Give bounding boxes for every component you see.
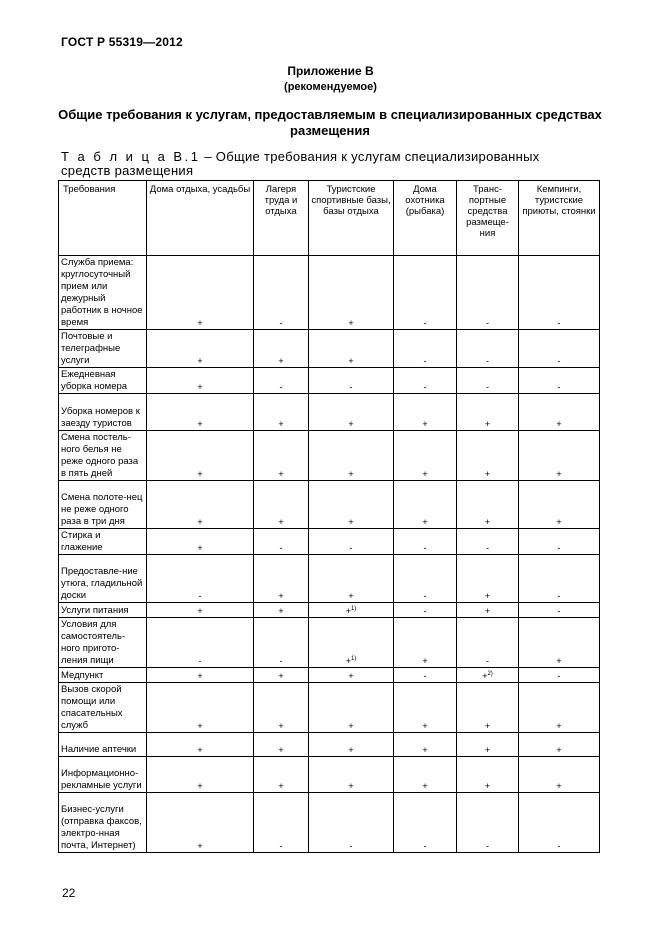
requirement-value [457,793,519,853]
requirement-value [309,394,394,431]
requirement-name: Предоставле-ние утюга, гладильной доски [59,555,147,603]
requirement-value [147,733,254,757]
requirement-value [519,368,600,394]
value-mark: - [349,382,353,392]
requirement-value [254,481,309,529]
requirement-value [147,529,254,555]
value-mark: + [556,419,562,429]
requirement-value [519,668,600,683]
requirement-value [309,683,394,733]
requirement-value [519,481,600,529]
requirement-value [519,793,600,853]
value-mark: + [556,656,562,666]
requirement-value [147,618,254,668]
requirement-value [147,555,254,603]
requirement-value [394,256,457,330]
requirement-value [394,618,457,668]
table-caption-label: Т а б л и ц а В.1 [61,149,201,164]
value-mark: + [278,469,284,479]
value-mark: + [348,469,354,479]
value-mark: - [279,382,283,392]
requirement-value [309,431,394,481]
requirement-value [309,618,394,668]
value-mark: - [198,591,202,601]
value-mark: + [278,671,284,681]
value-mark: - [557,318,561,328]
value-mark: + [482,671,488,681]
requirement-value [254,256,309,330]
requirement-value [254,793,309,853]
footnote-ref: 1) [350,606,357,612]
value-mark: + [422,419,428,429]
value-mark: + [345,606,351,616]
value-mark: + [197,781,203,791]
requirement-value [394,683,457,733]
footnote-ref: 1) [350,656,357,662]
table-body [59,256,600,853]
value-mark: + [348,671,354,681]
requirement-value [519,394,600,431]
value-mark: + [348,318,354,328]
requirement-name: Наличие аптечки [59,733,147,757]
requirement-value [394,431,457,481]
page-number: 22 [62,886,76,900]
requirement-value [394,603,457,618]
requirement-name: Стирка и глажение [59,529,147,555]
table-row [59,793,600,853]
requirement-value [457,757,519,793]
value-mark: - [423,543,427,553]
column-header: Дома отдыха, усадьбы [147,181,254,256]
value-mark: + [348,419,354,429]
value-mark: + [197,671,203,681]
value-mark: - [557,606,561,616]
value-mark: + [556,745,562,755]
value-mark: - [198,656,202,666]
table-row [59,555,600,603]
value-mark: - [423,356,427,366]
requirement-value [147,603,254,618]
value-mark: + [348,591,354,601]
table-row [59,481,600,529]
value-mark: + [278,721,284,731]
value-mark: + [422,656,428,666]
value-mark: + [197,356,203,366]
value-mark: + [197,543,203,553]
requirement-value [254,368,309,394]
value-mark: + [422,469,428,479]
requirement-name: Бизнес-услуги (отправка факсов, электро-нная почта, Интернет) [59,793,147,853]
value-mark: + [197,318,203,328]
requirement-value [457,529,519,555]
value-mark: - [557,543,561,553]
table-header-row [59,181,600,256]
requirement-value [254,757,309,793]
main-title: Общие требования к услугам, предоставляемым в специализированных средствах размещения [58,107,602,138]
requirements-table [58,180,600,853]
value-mark: - [486,356,489,366]
requirement-value [457,256,519,330]
requirement-value [147,256,254,330]
requirement-value [309,603,394,618]
requirement-value [147,793,254,853]
requirement-value [457,668,519,683]
requirement-value [394,481,457,529]
value-mark: + [556,721,562,731]
requirement-value [457,603,519,618]
requirement-value [309,481,394,529]
value-mark: - [486,543,489,553]
requirement-value [394,330,457,368]
table-row [59,618,600,668]
requirement-value [457,555,519,603]
value-mark: + [348,356,354,366]
requirement-value [394,757,457,793]
value-mark: + [197,745,203,755]
requirement-value [309,256,394,330]
table-row [59,529,600,555]
value-mark: - [349,543,353,553]
value-mark: + [197,606,203,616]
value-mark: - [486,656,489,666]
table-row [59,733,600,757]
requirement-value [519,431,600,481]
value-mark: - [423,671,427,681]
table-row [59,683,600,733]
value-mark: + [484,419,491,429]
requirement-value [519,733,600,757]
value-mark: - [423,318,427,328]
value-mark: - [423,382,427,392]
value-mark: - [279,318,283,328]
requirement-value [147,668,254,683]
value-mark: - [486,382,489,392]
requirement-value [254,618,309,668]
footnote-ref: 2) [487,671,493,677]
table-row [59,757,600,793]
value-mark: + [556,781,562,791]
table-row [59,330,600,368]
column-header: Дома охотника (рыбака) [394,181,457,256]
requirement-value [147,330,254,368]
value-mark: + [197,841,203,851]
value-mark: - [279,841,283,851]
requirement-name: Информационно-рекламные услуги [59,757,147,793]
requirement-name: Служба приема: круглосуточный прием или дежурный работник в ночное время [59,256,147,330]
requirement-value [309,330,394,368]
requirement-value [457,394,519,431]
requirement-value [457,481,519,529]
requirement-value [394,529,457,555]
document-code: ГОСТ Р 55319—2012 [61,35,183,49]
value-mark: + [278,419,284,429]
column-header: Требования [59,181,147,256]
requirement-value [394,555,457,603]
requirement-value [309,733,394,757]
table-caption-text: – Общие требования к услугам специализированных средств размещения [61,149,540,178]
column-header: Лагеря труда и отдыха [254,181,309,256]
table-row [59,603,600,618]
requirement-name: Уборка номеров к заезду туристов [59,394,147,431]
value-mark: - [349,841,353,851]
requirement-value [254,668,309,683]
value-mark: + [348,745,354,755]
value-mark: + [422,721,428,731]
value-mark: + [484,745,491,755]
value-mark: + [197,517,203,527]
requirement-value [394,668,457,683]
value-mark: - [557,671,561,681]
requirement-value [457,733,519,757]
value-mark: + [484,721,491,731]
requirement-value [147,481,254,529]
value-mark: + [348,721,354,731]
annex-status: (рекомендуемое) [284,81,377,93]
value-mark: - [423,591,427,601]
requirement-value [254,555,309,603]
table-row [59,431,600,481]
requirement-value [457,330,519,368]
value-mark: + [197,469,203,479]
requirement-name: Смена полоте-нец не реже одного раза в три дня [59,481,147,529]
requirement-name: Вызов скорой помощи или спасательных служб [59,683,147,733]
table-caption [61,150,581,178]
requirement-name: Ежедневная уборка номера [59,368,147,394]
value-mark: + [278,356,284,366]
requirement-name: Смена постель-ного белья не реже одного раза в пять дней [59,431,147,481]
requirement-value [457,431,519,481]
value-mark: - [279,656,283,666]
column-header: Кемпинги, туристские приюты, стоянки [519,181,600,256]
value-mark: + [348,517,354,527]
table-row [59,256,600,330]
requirement-value [394,394,457,431]
value-mark: + [278,606,284,616]
value-mark: - [486,841,489,851]
value-mark: + [556,469,562,479]
value-mark: - [557,382,561,392]
requirement-value [394,793,457,853]
requirement-value [394,733,457,757]
value-mark: + [197,419,203,429]
requirement-value [254,683,309,733]
requirement-name: Почтовые и телеграфные услуги [59,330,147,368]
value-mark: - [557,841,561,851]
value-mark: + [422,745,428,755]
requirement-name: Медпункт [59,668,147,683]
value-mark: + [422,517,428,527]
requirement-value [519,603,600,618]
value-mark: - [557,591,561,601]
requirement-value [519,618,600,668]
requirement-value [309,757,394,793]
requirement-value [519,757,600,793]
requirement-value [519,256,600,330]
column-header: Транс-портные средства размеще-ния [457,181,519,256]
requirement-value [457,683,519,733]
value-mark: + [278,517,284,527]
value-mark: + [484,781,491,791]
value-mark: - [279,543,283,553]
requirement-value [254,330,309,368]
requirement-value [254,733,309,757]
value-mark: - [486,318,489,328]
requirement-value [254,603,309,618]
table-row [59,394,600,431]
table-row [59,668,600,683]
requirement-name: Услуги питания [59,603,147,618]
requirement-value [147,431,254,481]
requirement-value [519,529,600,555]
requirement-value [519,330,600,368]
requirement-value [519,555,600,603]
requirement-value [254,431,309,481]
value-mark: - [557,356,561,366]
requirement-name: Условия для самостоятель-ного пригото-ления пищи [59,618,147,668]
requirement-value [309,668,394,683]
requirement-value [309,529,394,555]
requirement-value [457,618,519,668]
requirement-value [147,394,254,431]
value-mark: + [484,591,491,601]
value-mark: + [278,745,284,755]
requirement-value [519,683,600,733]
value-mark: + [484,606,491,616]
value-mark: + [197,721,203,731]
value-mark: + [345,656,351,666]
value-mark: + [484,517,491,527]
table-row [59,368,600,394]
column-header: Туристские спортивные базы, базы отдыха [309,181,394,256]
value-mark: + [348,781,354,791]
value-mark: + [197,382,203,392]
requirement-value [147,368,254,394]
requirement-value [254,394,309,431]
requirement-value [254,529,309,555]
requirement-value [147,757,254,793]
annex-title: Приложение В [287,64,374,78]
value-mark: + [484,469,491,479]
value-mark: + [422,781,428,791]
requirement-value [309,555,394,603]
requirement-value [394,368,457,394]
value-mark: - [423,841,427,851]
value-mark: - [423,606,427,616]
value-mark: + [556,517,562,527]
value-mark: + [278,591,284,601]
requirement-value [147,683,254,733]
value-mark: + [278,781,284,791]
requirement-value [309,793,394,853]
requirement-value [457,368,519,394]
requirement-value [309,368,394,394]
